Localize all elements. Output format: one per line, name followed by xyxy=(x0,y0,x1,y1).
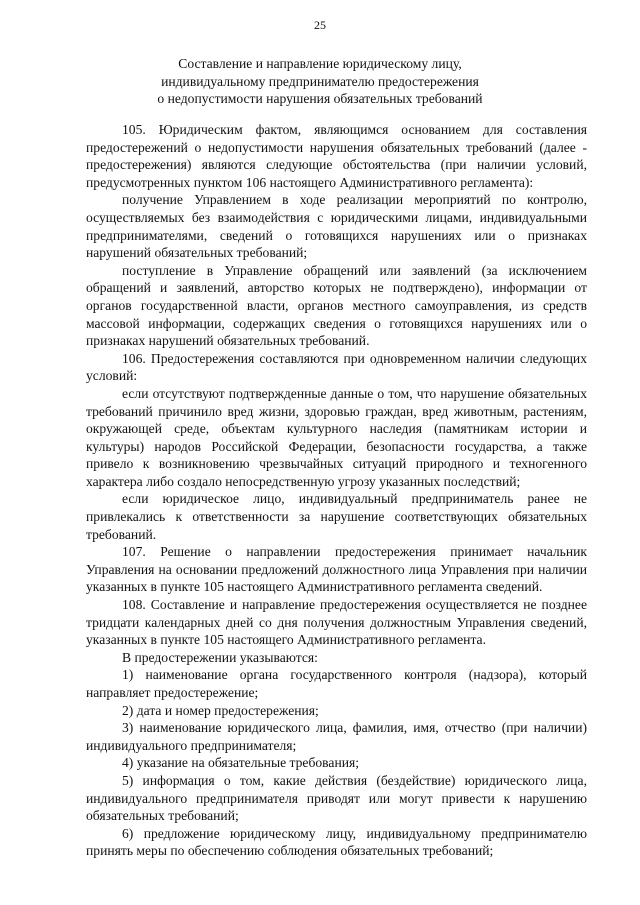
paragraph-106: 106. Предостережения составляются при одновременном наличии следующих условий: xyxy=(86,350,587,384)
paragraph-108: 108. Составление и направление предостережения осуществляется не позднее тридцати календарных дней со дня получения должностным Управления сведений, указанных в пункте 105 настоящего Административного регламента. xyxy=(86,597,587,648)
paragraph-105: 105. Юридическим фактом, являющимся основанием для составления предостережений о недопустимости нарушения обязательных требований (далее - предостережения) являются следующие обстоятельства (при наличии условий, предусмотренных пунктом 106 настоящего Административного регламента): xyxy=(86,122,587,190)
list-item: 4) указание на обязательные требования; xyxy=(122,755,360,771)
paragraph-108-intro: В предостережении указываются: xyxy=(122,649,318,665)
list-item: 3) наименование юридического лица, фамилия, имя, отчество (при наличии) индивидуального предпринимателя; xyxy=(86,720,587,753)
list-item: 1) наименование органа государственного контроля (надзора), который направляет предостережение; xyxy=(86,667,587,700)
page-number: 25 xyxy=(314,18,326,32)
paragraph-107: 107. Решение о направлении предостережения принимает начальник Управления на основании предложений должностного лица Управления при наличии указанных в пункте 105 настоящего Административного регламента сведений. xyxy=(86,544,587,595)
section-title-line: Составление и направление юридическому лицу, xyxy=(178,56,462,71)
paragraph-106-item: если отсутствуют подтвержденные данные о том, что нарушение обязательных требований причинило вред жизни, здоровью граждан, вред животным, растениям, окружающей среде, объектам культурного наследия (памятникам истории и культуры) народов Российской Федерации, безопасности государства, а также привело к возникновению чрезвычайных ситуаций природного и техногенного характера либо создало непосредственную угрозу указанных последствий; xyxy=(86,385,587,489)
paragraph-105-item: получение Управлением в ходе реализации мероприятий по контролю, осуществляемых без взаимодействия с юридическими лицами, индивидуальными предпринимателями, сведений о готовящихся нарушениях или о признаках нарушений обязательных требований; xyxy=(86,192,587,261)
list-item: 6) предложение юридическому лицу, индивидуальному предпринимателю принять меры по обеспечению соблюдения обязательных требований; xyxy=(86,825,587,859)
paragraph-105-item: поступление в Управление обращений или заявлений (за исключением обращений и заявлений, авторство которых не подтверждено), информации от органов государственной власти, органов местного самоуправления, из средств массовой информации, содержащих сведения о готовящихся нарушениях или о признаках нарушений обязательных требований. xyxy=(86,262,587,349)
section-title xyxy=(80,55,560,108)
section-title-line: о недопустимости нарушения обязательных требований xyxy=(157,91,483,106)
document-body xyxy=(86,121,587,860)
list-item: 5) информация о том, какие действия (бездействие) юридического лица, индивидуального предпринимателя приводят или могут привести к нарушению обязательных требований; xyxy=(86,772,587,824)
list-item: 2) дата и номер предостережения; xyxy=(122,702,319,718)
section-title-line: индивидуальному предпринимателю предостережения xyxy=(161,73,479,89)
paragraph-106-item: если юридическое лицо, индивидуальный предприниматель ранее не привлекались к ответственности за нарушение соответствующих обязательных требований. xyxy=(86,491,587,542)
